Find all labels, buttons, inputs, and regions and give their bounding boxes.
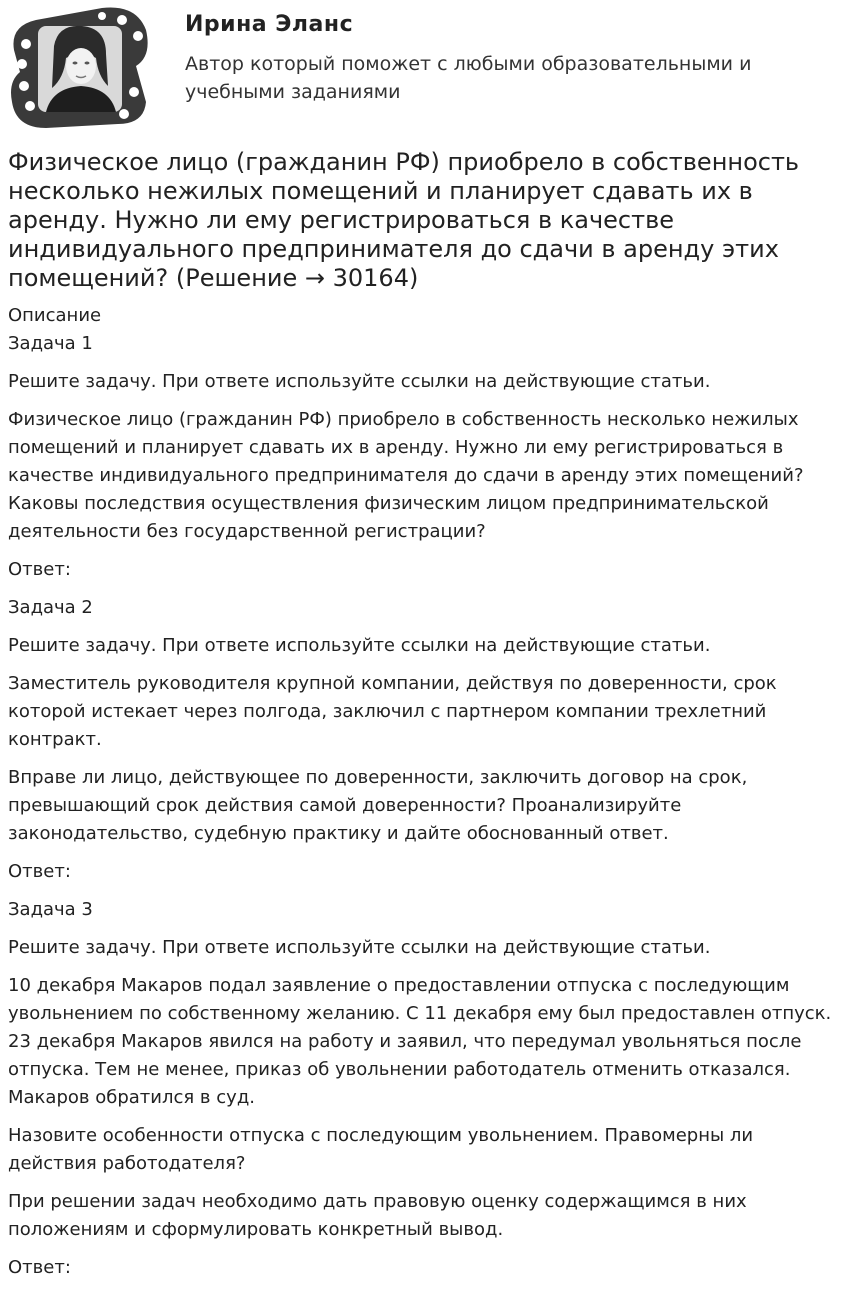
- author-name[interactable]: Ирина Эланс: [185, 12, 354, 37]
- task3-instruction: Решите задачу. При ответе используйте ссылки на действующие статьи.: [8, 937, 711, 958]
- task3-heading: Задача 3: [8, 899, 93, 920]
- author-photo: [38, 26, 122, 112]
- task3-text: 10 декабря Макаров подал заявление о предоставлении отпуска с последующим увольнением по собственному желанию. С 11 декабря ему был предоставлен отпуск. 23 декабря Макаров явился на работу и заявил, что передумал увольняться после отпуска. Тем не менее, приказ об увольнении работодатель отменить отказался. Макаров обратился в суд.: [8, 975, 832, 1108]
- author-card: [0, 0, 847, 130]
- task3-note: При решении задач необходимо дать правовую оценку содержащимся в них положениям и сформулировать конкретный вывод.: [8, 1191, 747, 1240]
- task2-instruction: Решите задачу. При ответе используйте ссылки на действующие статьи.: [8, 635, 711, 656]
- task2-question: Вправе ли лицо, действующее по доверенности, заключить договор на срок, превышающий срок действия самой доверенности? Проанализируйте законодательство, судебную практику и дайте обоснованный ответ.: [8, 767, 748, 844]
- task1-text: Физическое лицо (гражданин РФ) приобрело в собственность несколько нежилых помещений и планирует сдавать их в аренду. Нужно ли ему регистрироваться в качестве индивидуального предпринимателя до сдачи в аренду этих помещений? Каковы последствия осуществления физическим лицом предпринимательской деятельности без государственной регистрации?: [8, 409, 804, 542]
- description-label: Описание: [8, 305, 102, 326]
- task1-instruction: Решите задачу. При ответе используйте ссылки на действующие статьи.: [8, 371, 711, 392]
- task3-question: Назовите особенности отпуска с последующим увольнением. Правомерны ли действия работодателя?: [8, 1125, 754, 1174]
- page-title: Физическое лицо (гражданин РФ) приобрело в собственность несколько нежилых помещений и планирует сдавать их в аренду. Нужно ли ему регистрироваться в качестве индивидуального предпринимателя до сдачи в аренду этих помещений? (Решение → 30164): [8, 148, 800, 292]
- task-content: [8, 302, 843, 1282]
- task1-heading: Задача 1: [8, 333, 93, 354]
- task1-answer-label: Ответ:: [8, 559, 71, 580]
- task2-answer-label: Ответ:: [8, 861, 71, 882]
- task3-answer-label: Ответ:: [8, 1257, 71, 1278]
- author-avatar[interactable]: [6, 6, 152, 128]
- task2-text: Заместитель руководителя крупной компании, действуя по доверенности, срок которой истекает через полгода, заключил с партнером компании трехлетний контракт.: [8, 673, 777, 750]
- author-description: Автор который поможет с любыми образовательными и учебными заданиями: [185, 53, 752, 103]
- task2-heading: Задача 2: [8, 597, 93, 618]
